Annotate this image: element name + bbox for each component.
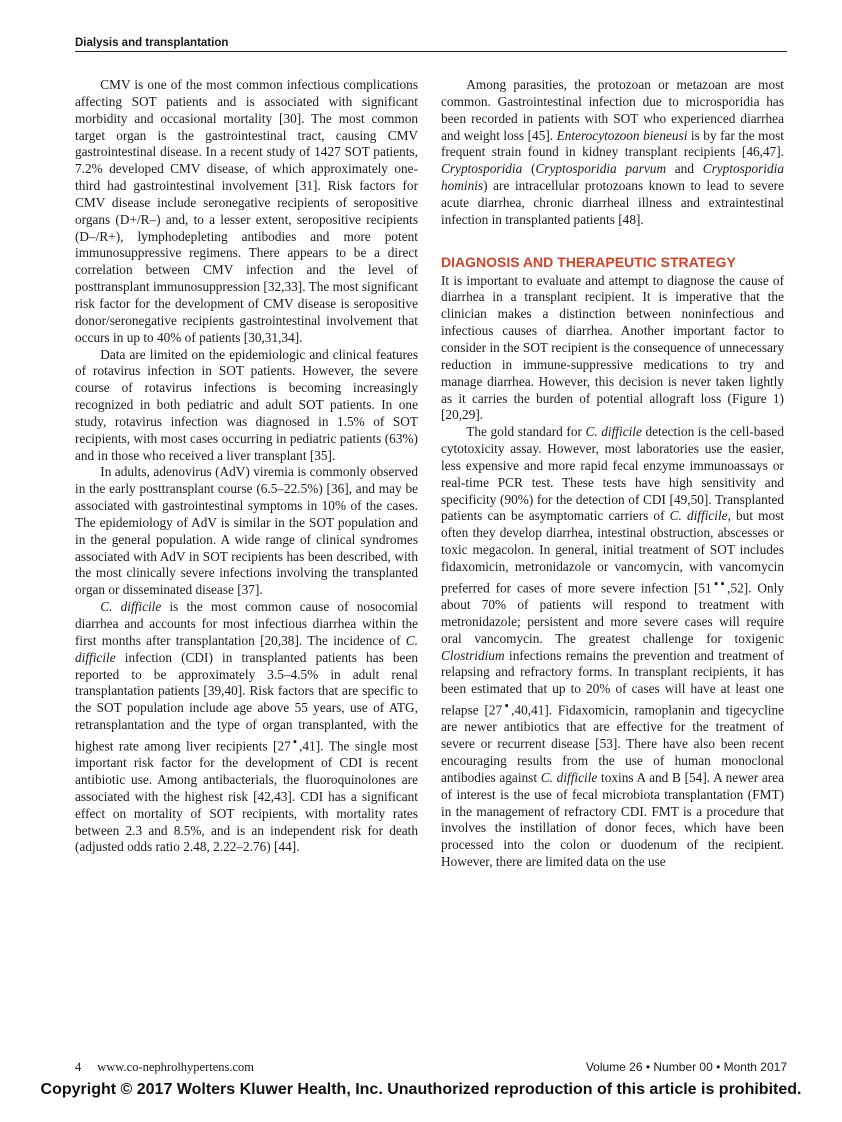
italic-term: Clostridium [441, 647, 505, 663]
paragraph-cmv: CMV is one of the most common infectious complications affecting SOT patients and is associated with significant morbidity and occasional mortality [30]. The most common target organ is the gastrointestinal tract, causing CMV gastrointestinal disease. In a recent study of 1427 SOT patients, 7.2% developed CMV disease, of which approximately one-third had gastrointestinal involvement [31]. Risk factors for CMV disease include seronegative recipients of seropositive organs (D+/R–) and, to a lesser extent, seropositive recipients (D–/R+), lymphodepleting antibodies and more potent immunosuppressive regimens. There appears to be a direct correlation between CMV infection and the level of posttransplant immunosuppression [32,33]. The most significant risk factor for the development of CMV disease is seropositive donor/seronegative recipients gastrointestinal involvement that occurs in up to 40% of patients [30,31,34]. [75, 77, 418, 345]
paragraph-rotavirus: Data are limited on the epidemiologic and clinical features of rotavirus infection in SOT patients. However, the severe course of rotavirus infections is becoming increasingly recognized in both pediatric and adult SOT patients. In one study, rotavirus infection was diagnosed in 1.5% of SOT recipients, with most cases occurring in pediatric patients (63%) and in those who received a liver transplant [35]. [75, 346, 418, 463]
paragraph-adenovirus: In adults, adenovirus (AdV) viremia is commonly observed in the early posttransplant course (6.5–22.5%) [36], and may be associated with gastrointestinal symptoms in 10% of the cases. The epidemiology of AdV is similar in the SOT population and in the general population. A wide range of clinical syndromes associated with AdV in SOT recipients has been described, with the most clinically severe infections involving the transplanted organ or disseminated disease [37]. [75, 464, 418, 598]
page-number: 4 [75, 1060, 82, 1074]
left-column [75, 77, 418, 856]
italic-term: C. difficile [100, 599, 162, 615]
italic-term: C. difficile [669, 508, 728, 524]
section-heading-diagnosis: DIAGNOSIS AND THERAPEUTIC STRATEGY [441, 253, 736, 270]
italic-term: Cryptosporidia hominis [441, 161, 784, 194]
running-header: Dialysis and transplantation [75, 37, 787, 52]
journal-website-link[interactable]: www.co-nephrolhypertens.com [97, 1060, 255, 1074]
italic-term: Cryptosporidia [441, 161, 523, 177]
paragraph-diagnosis-intro: It is important to evaluate and attempt to diagnose the cause of diarrhea in a transplant recipient. It is imperative that the clinician makes a distinction between noninfectious and infectious causes of diarrhea. Another important factor to consider in the SOT recipient is the consequence of unnecessary reduction in immune-suppressive medications to try and manage diarrhea. However, this decision is never taken lightly as it carries the burden of potential allograft loss (Figure 1) [20,29]. [441, 272, 784, 423]
italic-term: Cryptosporidia parvum [535, 161, 667, 177]
italic-term: C. difficile [585, 424, 642, 440]
citation-marker: ▪▪ [711, 577, 728, 590]
citation-marker: ▪ [502, 700, 512, 713]
right-column [441, 77, 784, 871]
paragraph-parasites: Among parasities, the protozoan or metazoan are most common. Gastrointestinal infection due to microsporidia has been recorded in patients with SOT who experienced diarrhea and weight loss [45]. Enterocytozoon bieneusi is by far the most frequent strain found in kidney transplant recipients [46,47]. Cryptosporidia (Cryptosporidia parvum and Cryptosporidia hominis) are intracellular protozoans known to lead to severe acute diarrhea, chronic diarrheal illness and extraintestinal infection in transplanted patients [48]. [441, 77, 784, 227]
footer-left [75, 1060, 254, 1075]
issue-info: Volume 26 • Number 00 • Month 2017 [585, 1060, 787, 1074]
italic-term: C. difficile [540, 769, 598, 785]
italic-term: C. difficile [75, 632, 418, 665]
paragraph-c-difficile: C. difficile is the most common cause of nosocomial diarrhea and accounts for most infectious diarrhea within the first months after transplantation [20,38]. The incidence of C. difficile infection (CDI) in transplanted patients has been reported to be approximately 3.5–4.5% in adult renal transplantation patients [39,40]. Risk factors that are specific to the SOT population include age above 55 years, use of ATG, retransplantation and the type of organ transplanted, with the highest rate among liver recipients [27▪,41]. The single most important risk factor for the development of CDI is recent antibiotic use. Among antibacterials, the fluoroquinolones are associated with the highest risk [42,43]. CDI has a significant effect on mortality of SOT recipients, with mortality rates between 2.3 and 8.5%, and is an independent risk for death (adjusted odds ratio 2.48, 2.22–2.76) [44]. [75, 599, 418, 855]
italic-term: Enterocytozoon bieneusi [556, 127, 688, 143]
paragraph-gold-standard: The gold standard for C. difficile detection is the cell-based cytotoxicity assay. However, most laboratories use the easier, less expensive and more rapid fecal enzyme immunoassays or real-time PCR test. These tests have high sensitivity and specificity (90%) for the detection of CDI [49,50]. Transplanted patients can be asymptomatic carriers of C. difficile, but most often they develop diarrhea, intestinal obstruction, abscesses or toxic megacolon. In general, initial treatment of SOT includes fidaxomicin, metronidazole or vancomycin, with vancomycin preferred for cases of more severe infection [51▪▪,52]. Only about 70% of patients will respond to treatment with metronidazole; persistent and more severe cases will require oral vancomycin. The greatest challenge for toxigenic Clostridium infections remains the prevention and treatment of relapsing and refractory forms. In transplant recipients, it has been estimated that up to 20% of cases will have at least one relapse [27▪,40,41]. Fidaxomicin, ramoplanin and tigecycline are newer antibiotics that are effective for the treatment of severe or recurrent disease [53]. There have also been recent encouraging results from the use of human monoclonal antibodies against C. difficile toxins A and B [54]. A newer area of interest is the use of fecal microbiota transplantation (FMT) in the management of refractory CDI. FMT is a procedure that involves the instillation of donor feces, which have been processed into the colon or duodenum of the recipient. However, there are limited data on the use [441, 424, 785, 870]
citation-marker: ▪ [290, 735, 300, 748]
copyright-notice: Copyright © 2017 Wolters Kluwer Health, Inc. Unauthorized reproduction of this article is prohibited. [40, 1081, 802, 1098]
